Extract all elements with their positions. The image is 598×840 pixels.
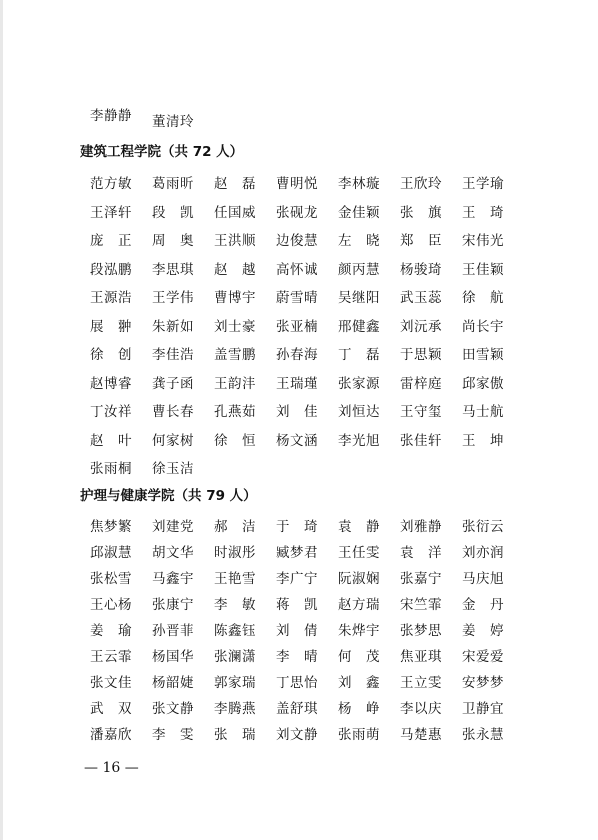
name-cell: 焦梦繁 [90, 519, 132, 535]
name-cell: 徐玉洁 [152, 461, 194, 477]
name-cell: 姜 婷 [462, 623, 504, 639]
name-cell: 蔚雪晴 [276, 290, 318, 306]
name-cell: 龚子函 [152, 375, 194, 392]
name-cell: 赵 磊 [214, 176, 256, 192]
name-cell: 何家树 [152, 432, 194, 449]
name-cell: 李思琪 [152, 261, 194, 278]
name-cell: 李光旭 [338, 432, 380, 449]
name-cell: 陈鑫钰 [214, 623, 256, 639]
name-cell: 田雪颖 [462, 347, 504, 363]
name-cell: 王守玺 [400, 404, 442, 420]
name-cell: 李 雯 [152, 727, 194, 743]
name-cell: 高怀诚 [276, 261, 318, 278]
name-cell: 王佳颖 [462, 261, 504, 278]
name-cell: 袁 静 [338, 519, 380, 535]
section-nursing [80, 484, 520, 748]
name-cell: 张亚楠 [276, 318, 318, 335]
name-cell: 赵 叶 [90, 432, 132, 449]
name-cell: 潘嘉欣 [90, 727, 132, 743]
name-cell: 郑 臣 [400, 233, 442, 249]
name-cell: 杨 峥 [338, 701, 380, 717]
name-cell: 丁汝祥 [90, 404, 132, 420]
name-cell: 刘文静 [276, 727, 318, 743]
name-cell: 孙晋菲 [152, 623, 194, 639]
name-cell: 阮淑娴 [338, 571, 380, 587]
name-cell: 王 坤 [462, 432, 504, 449]
name-cell: 尚长宇 [462, 318, 504, 335]
name-cell: 张佳轩 [400, 432, 442, 449]
name-cell: 张文静 [152, 701, 194, 717]
name-cell: 张雨萌 [338, 727, 380, 743]
name-cell: 任国威 [214, 204, 256, 221]
name-cell: 王瑞瑾 [276, 375, 318, 392]
name-cell: 王欣玲 [400, 176, 442, 192]
name-cell: 马庆旭 [462, 571, 504, 587]
name-grid [90, 514, 520, 748]
name-cell: 袁 洋 [400, 545, 442, 561]
name-cell: 赵 越 [214, 261, 256, 278]
name-cell: 朱烨宇 [338, 623, 380, 639]
name-cell: 王任雯 [338, 545, 380, 561]
name-cell: 王学伟 [152, 290, 194, 306]
name-cell: 徐 恒 [214, 432, 256, 449]
section-title: 建筑工程学院（共 72 人） [80, 144, 244, 160]
name-cell: 杨文涵 [276, 432, 318, 449]
name-cell: 李腾燕 [214, 701, 256, 717]
name-cell: 卫静宜 [462, 701, 504, 717]
name-cell: 吴继阳 [338, 290, 380, 306]
name-cell: 李静静 [90, 108, 132, 124]
name-cell: 李 敏 [214, 597, 256, 613]
name-cell: 葛雨昕 [152, 176, 194, 192]
name-cell: 曹博宇 [214, 290, 256, 306]
leading-names-row [90, 104, 214, 130]
name-cell: 宋爱爱 [462, 649, 504, 665]
name-cell: 张澜潇 [214, 649, 256, 665]
name-cell: 张梦思 [400, 623, 442, 639]
section-title: 护理与健康学院（共 79 人） [80, 488, 257, 504]
name-cell: 刘 佳 [276, 404, 318, 420]
name-cell: 王学瑜 [462, 176, 504, 192]
name-cell: 马鑫宇 [152, 571, 194, 587]
name-cell: 孙春海 [276, 347, 318, 363]
name-cell: 杨韶婕 [152, 675, 194, 691]
name-cell: 于思颖 [400, 347, 442, 363]
name-cell: 马士航 [462, 404, 504, 420]
name-cell: 胡文华 [152, 545, 194, 561]
name-cell: 徐 创 [90, 347, 132, 363]
name-cell: 焦亚琪 [400, 649, 442, 665]
section-architecture [80, 140, 520, 484]
name-cell: 邱家傲 [462, 375, 504, 392]
name-cell: 姜 瑜 [90, 623, 132, 639]
name-cell: 刘沅承 [400, 318, 442, 335]
name-cell: 金 丹 [462, 597, 504, 613]
name-cell: 刘雅静 [400, 519, 442, 535]
name-cell: 左 晓 [338, 233, 380, 249]
name-cell: 曹长春 [152, 404, 194, 420]
name-cell: 王洪顺 [214, 233, 256, 249]
name-cell: 边俊慧 [276, 233, 318, 249]
name-cell: 张雨桐 [90, 461, 132, 477]
name-cell: 雷梓庭 [400, 375, 442, 392]
name-cell: 王艳雪 [214, 571, 256, 587]
name-cell: 王源浩 [90, 290, 132, 306]
name-cell: 王泽轩 [90, 204, 132, 221]
name-cell: 盖舒琪 [276, 701, 318, 717]
name-cell: 赵博睿 [90, 375, 132, 392]
name-cell: 张 旗 [400, 204, 442, 221]
name-cell: 范方敏 [90, 176, 132, 192]
name-cell: 武玉蕊 [400, 290, 442, 306]
name-cell: 郭家瑞 [214, 675, 256, 691]
name-cell: 李 晴 [276, 649, 318, 665]
name-cell: 赵方瑞 [338, 597, 380, 613]
name-cell: 朱新如 [152, 318, 194, 335]
name-cell: 张衍云 [462, 519, 504, 535]
name-cell: 张嘉宁 [400, 571, 442, 587]
name-cell: 王韵沣 [214, 375, 256, 392]
name-cell: 何 茂 [338, 649, 380, 665]
name-cell: 李林璇 [338, 176, 380, 192]
name-cell: 李佳浩 [152, 347, 194, 363]
page-edge [0, 0, 3, 840]
name-cell: 杨骏琦 [400, 261, 442, 278]
name-cell: 颜丙慧 [338, 261, 380, 278]
name-cell: 王 琦 [462, 204, 504, 221]
name-cell: 武 双 [90, 701, 132, 717]
name-cell: 庞 正 [90, 233, 132, 249]
name-cell: 邱淑慧 [90, 545, 132, 561]
name-cell: 张家源 [338, 375, 380, 392]
name-cell: 马楚惠 [400, 727, 442, 743]
name-cell: 孔燕茹 [214, 404, 256, 420]
name-cell: 盖雪鹏 [214, 347, 256, 363]
name-cell: 臧梦君 [276, 545, 318, 561]
name-cell: 段 凯 [152, 204, 194, 221]
name-cell: 刘士豪 [214, 318, 256, 335]
name-cell: 王心杨 [90, 597, 132, 613]
name-cell: 于 琦 [276, 519, 318, 535]
name-cell: 周 奥 [152, 233, 194, 249]
page-number: — 16 — [84, 760, 139, 776]
name-cell: 宋伟光 [462, 233, 504, 249]
name-cell: 李以庆 [400, 701, 442, 717]
name-cell: 张康宁 [152, 597, 194, 613]
name-cell: 刘 鑫 [338, 675, 380, 691]
name-cell: 刘建党 [152, 519, 194, 535]
name-cell: 时淑彤 [214, 545, 256, 561]
name-cell: 张永慧 [462, 727, 504, 743]
name-cell: 张砚龙 [276, 204, 318, 221]
name-cell: 刘 倩 [276, 623, 318, 639]
name-cell: 丁思怡 [276, 675, 318, 691]
name-cell: 安梦梦 [462, 675, 504, 691]
name-cell: 曹明悦 [276, 176, 318, 192]
name-cell: 邢健鑫 [338, 318, 380, 335]
name-cell: 郝 洁 [214, 519, 256, 535]
name-cell: 徐 航 [462, 290, 504, 306]
name-cell: 王云霏 [90, 649, 132, 665]
name-cell: 王立雯 [400, 675, 442, 691]
name-cell: 杨国华 [152, 649, 194, 665]
name-cell: 张松雪 [90, 571, 132, 587]
name-cell: 张文佳 [90, 675, 132, 691]
name-cell: 董清玲 [152, 114, 194, 130]
name-cell: 金佳颖 [338, 204, 380, 221]
name-cell: 张 瑞 [214, 727, 256, 743]
name-grid [90, 170, 520, 484]
name-cell: 展 翀 [90, 318, 132, 335]
name-cell: 丁 磊 [338, 347, 380, 363]
name-cell: 李广宁 [276, 571, 318, 587]
name-cell: 蒋 凯 [276, 597, 318, 613]
name-cell: 段泓鹏 [90, 261, 132, 278]
name-cell: 刘亦润 [462, 545, 504, 561]
name-cell: 宋竺霏 [400, 597, 442, 613]
name-cell: 刘恒达 [338, 404, 380, 420]
